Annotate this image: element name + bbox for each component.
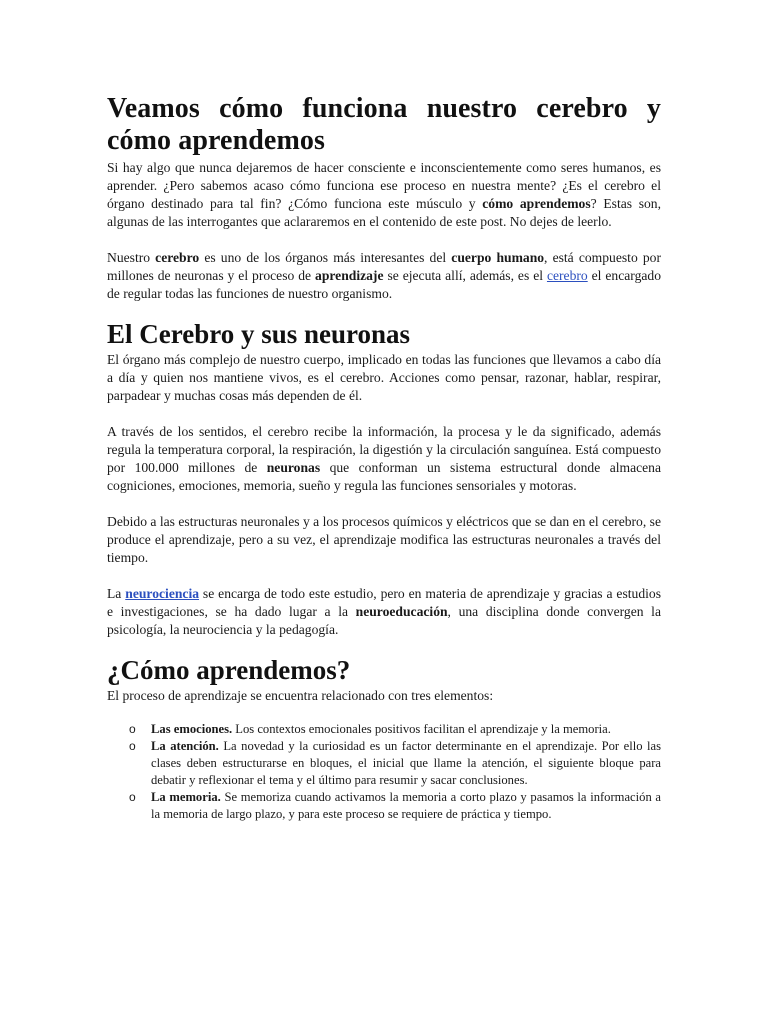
senses-bold-neuronas: neuronas: [266, 460, 321, 475]
brain-text-1: Nuestro: [107, 250, 156, 265]
brain-text-3: , está compuesto por millones de neuronas y el proceso de: [107, 250, 661, 283]
list-item: [129, 789, 662, 823]
brain-bold-cerebro: cerebro: [155, 250, 200, 265]
section-heading-como-aprendemos: ¿Cómo aprendemos?: [107, 655, 351, 685]
list-item-text: La novedad y la curiosidad es un factor determinante en el aprendizaje. Por ello las clases deben estructurarse en bloques, el inicial que llame la atención, el siguiente bloque para debatir y reflexionar el tema y el último para resumir y sacar conclusiones.: [151, 739, 662, 787]
list-item-label: La atención.: [151, 739, 219, 753]
bullet-icon: o: [129, 722, 136, 736]
learning-elements-list: [107, 721, 661, 823]
brain-paragraph: [107, 249, 661, 303]
article-title: Veamos cómo funciona nuestro cerebro y cómo aprendemos: [107, 93, 661, 156]
neuro-text-1: La: [107, 586, 126, 601]
list-item-text: Los contextos emocionales positivos facilitan el aprendizaje y la memoria.: [232, 722, 611, 736]
neuro-bold-neuroeducacion: neuroeducación: [355, 604, 448, 619]
senses-paragraph: [107, 423, 661, 495]
neuro-text-2: se encarga de todo este estudio, pero en materia de aprendizaje y gracias a estudios e investigaciones, se ha dado lugar a la: [107, 586, 661, 619]
organ-paragraph: El órgano más complejo de nuestro cuerpo, implicado en todas las funciones que llevamos a cabo día a día y quien nos mantiene vivos, es el cerebro. Acciones como pensar, razonar, hablar, respirar, parpadear y muchas cosas más dependen de él.: [107, 352, 661, 403]
structures-paragraph: Debido a las estructuras neuronales y a los procesos químicos y eléctricos que se dan en el cerebro, se produce el aprendizaje, pero a su vez, el aprendizaje modifica las estructuras neuronales a través del tiempo.: [107, 514, 661, 565]
bullet-icon: o: [129, 739, 136, 753]
senses-text-2: que conforman un sistema estructural donde almacena cogniciones, emociones, memoria, sueño y regula las funciones sensoriales y motoras.: [107, 460, 662, 493]
brain-bold-aprendizaje: aprendizaje: [315, 268, 384, 283]
list-item-label: La memoria.: [151, 790, 221, 804]
brain-text-5: el encargado de regular todas las funciones de nuestro organismo.: [107, 268, 661, 301]
bullet-icon: o: [129, 790, 136, 804]
list-item-label: Las emociones.: [151, 722, 233, 736]
brain-text-4: se ejecuta allí, además, es el: [383, 268, 547, 283]
intro-text-2: ? Estas son, algunas de las interrogantes que aclararemos en el contenido de este post. No dejes de leerlo.: [107, 196, 661, 229]
section-heading-cerebro-neuronas: El Cerebro y sus neuronas: [107, 319, 411, 349]
cerebro-link[interactable]: cerebro: [546, 268, 588, 283]
list-item-text: Se memoriza cuando activamos la memoria a corto plazo y pasamos la información a la memoria de largo plazo, y para este proceso se requiere de práctica y tiempo.: [151, 790, 662, 821]
intro-text-1: Si hay algo que nunca dejaremos de hacer consciente e inconscientemente como seres humanos, es aprender. ¿Pero sabemos acaso cómo funciona ese proceso en nuestra mente? ¿Es el cerebro el órgano destinado para tal fin? ¿Cómo funciona este músculo y: [107, 160, 661, 211]
list-item: [129, 738, 662, 789]
neuroscience-paragraph: [107, 585, 661, 639]
brain-text-2: es uno de los órganos más interesantes del: [199, 250, 452, 265]
learning-intro: El proceso de aprendizaje se encuentra relacionado con tres elementos:: [107, 688, 494, 703]
brain-bold-cuerpo-humano: cuerpo humano: [451, 250, 545, 265]
intro-paragraph: [107, 159, 661, 231]
senses-text-1: A través de los sentidos, el cerebro recibe la información, la procesa y le da significado, además regula la temperatura corporal, la respiración, la digestión y la circulación sanguínea. Está compuesto por 100.000 millones de: [107, 424, 661, 475]
intro-bold-como-aprendemos: cómo aprendemos: [482, 196, 591, 211]
neurociencia-link[interactable]: neurociencia: [125, 586, 200, 601]
neuro-text-3: , una disciplina donde convergen la psicología, la neurociencia y la pedagogía.: [107, 604, 661, 637]
list-item: [129, 721, 661, 738]
